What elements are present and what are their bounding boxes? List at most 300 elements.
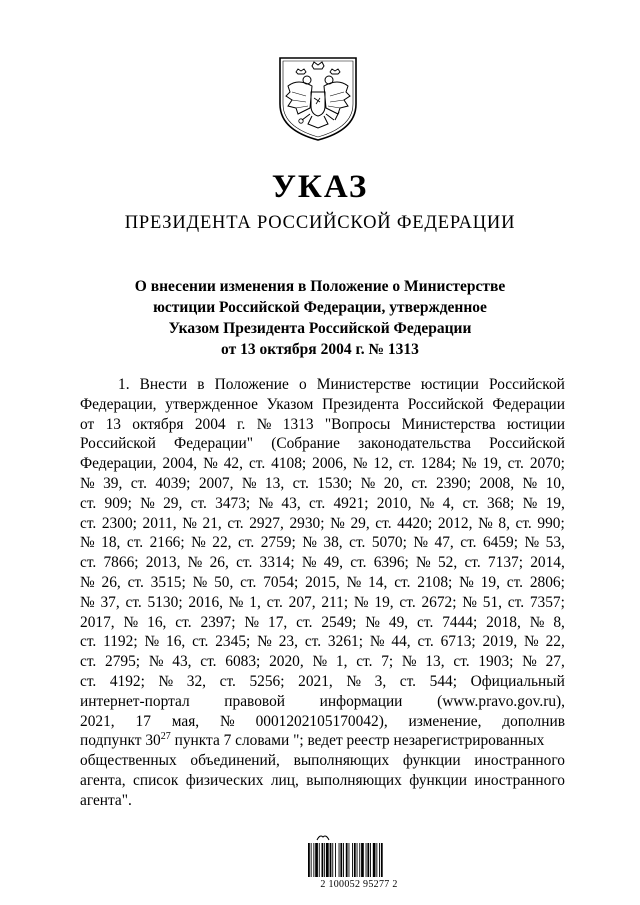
word: № [182, 514, 197, 532]
word: 7054; [263, 573, 299, 591]
word: № [522, 494, 538, 512]
word: 2018, [486, 613, 521, 631]
word: утвержденное [165, 395, 258, 413]
word: 7357; [529, 593, 565, 611]
barcode-bar [370, 843, 371, 877]
word: иностранного [474, 771, 565, 789]
word: ст. [350, 554, 367, 572]
word: 44, [391, 633, 411, 651]
word: 14, [368, 573, 388, 591]
word: 2016, [188, 593, 224, 611]
word: 207, [288, 593, 316, 611]
word: ст. [127, 573, 144, 591]
word: № [346, 573, 362, 591]
body-line [80, 434, 565, 454]
word: № [220, 712, 235, 730]
word: № [524, 633, 539, 651]
body-line [80, 514, 565, 534]
word: № [369, 633, 385, 651]
body-line [80, 474, 565, 494]
word: функции [409, 771, 467, 789]
word: № [80, 534, 95, 552]
word: 10, [545, 474, 565, 492]
word: выполняющих [306, 771, 402, 789]
word: ст. [399, 593, 416, 611]
barcode-bar [354, 843, 356, 877]
word: 1. [118, 376, 130, 393]
word: № [360, 474, 376, 492]
word: № [203, 455, 218, 473]
word: № [419, 494, 435, 512]
word: (www.pravo.gov.ru), [437, 692, 565, 710]
word: Положение [214, 376, 289, 393]
word: 2397; [200, 613, 236, 631]
word: № [244, 613, 260, 631]
word: 7444; [442, 613, 478, 631]
word: № [80, 474, 95, 492]
word: от [80, 415, 95, 433]
word: ст. [80, 672, 97, 690]
coat-of-arms-icon [272, 52, 364, 144]
heading-line: Указом Президента Российской Федерации [168, 320, 472, 337]
barcode-bar [340, 843, 342, 877]
word: 2011, [142, 514, 177, 532]
word: 2345; [215, 633, 251, 651]
word: ст. [349, 534, 366, 552]
word: ст. [506, 573, 523, 591]
word: ст. [175, 613, 192, 631]
word: 6459; [482, 534, 519, 552]
word: ст. [227, 514, 244, 532]
word: Президента [322, 395, 399, 413]
word: ст. [190, 494, 207, 512]
word: № [352, 455, 368, 473]
word: 4921; [333, 494, 369, 512]
word: 2020, [269, 653, 304, 671]
word: физических [185, 771, 264, 789]
word: ст. [248, 455, 266, 473]
word: 368; [486, 494, 515, 512]
barcode-bar [332, 843, 333, 877]
barcode-bar [313, 843, 314, 877]
word: юстиции [506, 415, 565, 433]
body-line [80, 533, 565, 553]
word: 8, [498, 514, 510, 532]
word: 1903; [478, 653, 514, 671]
word: 17, [268, 613, 288, 631]
word: ст. [80, 554, 97, 572]
word: № [401, 653, 417, 671]
word: 17 [135, 712, 151, 730]
word: Российской [489, 376, 565, 393]
word: 7; [381, 653, 394, 671]
word: выполняющих [293, 752, 390, 770]
word: октября [132, 415, 184, 433]
barcode-bar [381, 843, 383, 877]
word: 3473; [215, 494, 251, 512]
barcode-bar [366, 843, 367, 877]
word: 2930; [289, 514, 325, 532]
superscript: 27 [160, 731, 171, 743]
word: 37, [100, 593, 120, 611]
word: 2390; [436, 474, 472, 492]
word: 7866; [103, 554, 139, 572]
body-line [80, 652, 565, 672]
word: 39, [103, 474, 123, 492]
word: Федерации, [80, 395, 157, 413]
word: 21, [202, 514, 222, 532]
word: ст. [126, 534, 144, 552]
word: ст. [462, 494, 479, 512]
heading-line: О внесении изменения в Положение о Министерстве [134, 278, 506, 295]
word: № [140, 494, 155, 512]
body-line [80, 593, 565, 613]
decree-body [80, 375, 565, 811]
word: 47, [434, 534, 454, 552]
word: № [416, 554, 431, 572]
word: 13, [264, 474, 285, 492]
word: ст. [240, 573, 257, 591]
word: 2300; [101, 514, 137, 532]
barcode-bar [361, 843, 364, 877]
word: № [187, 554, 203, 572]
body-line [80, 553, 565, 573]
word: 1284; [420, 455, 456, 473]
word: ст. [236, 554, 253, 572]
barcode-bar [311, 843, 312, 877]
sup-line-after: пункта 7 словами "; ведет реестр незарегистрированных [170, 732, 545, 750]
word: 2012, [437, 514, 473, 532]
word: № [524, 534, 540, 552]
sup-line-before: подпункт 30 [80, 732, 161, 750]
word: 3314; [259, 554, 295, 572]
word: ст. [266, 593, 283, 611]
word: 1530; [317, 474, 353, 492]
word: 1, [249, 593, 261, 611]
word: 19, [545, 494, 565, 512]
word: 42, [223, 455, 243, 473]
word: ст. [507, 455, 524, 473]
word: 6083; [225, 653, 261, 671]
word: о [298, 376, 307, 393]
word: ст. [238, 534, 255, 552]
body-line [80, 494, 565, 514]
word: ст. [417, 633, 434, 651]
word: ст. [130, 474, 147, 492]
word: 18, [101, 534, 121, 552]
document-subtitle: ПРЕЗИДЕНТА РОССИЙСКОЙ ФЕДЕРАЦИИ [124, 213, 516, 233]
word: 19, [480, 573, 500, 591]
word: 4108; [271, 455, 307, 473]
word: № [522, 474, 538, 492]
barcode-bar [343, 843, 344, 877]
heading-line: от 13 октября 2004 г. № 1313 [221, 341, 419, 358]
word: общественных [80, 752, 177, 770]
word: № [459, 573, 474, 591]
word: № [158, 672, 174, 690]
word: 51, [482, 593, 503, 611]
word: № [80, 573, 95, 591]
word: 4, [442, 494, 455, 512]
word: 49, [323, 554, 344, 572]
word: 32, [186, 672, 207, 690]
word: № [256, 415, 272, 433]
word: 53, [545, 534, 565, 552]
barcode-bar [322, 843, 324, 877]
word: ст. [453, 653, 470, 671]
word: 2007, [198, 474, 234, 492]
barcode-block [304, 835, 414, 893]
word: 2008, [479, 474, 515, 492]
word: интернет-портал [80, 692, 190, 710]
word: юстиции [420, 376, 479, 393]
word: ст. [219, 672, 236, 690]
word: дополнив [502, 712, 565, 730]
word: Федерации, [80, 455, 157, 473]
word: 49, [388, 613, 409, 631]
word: ст. [399, 672, 417, 690]
word: 4039; [155, 474, 191, 492]
barcode-bar [324, 843, 325, 877]
word: 7137; [487, 554, 523, 572]
word: ст. [292, 474, 309, 492]
word: 29, [163, 494, 183, 512]
body-line [80, 613, 565, 633]
word: ст. [411, 474, 428, 492]
word: Российской [80, 435, 156, 453]
word: 22, [212, 534, 232, 552]
word: 2015, [305, 573, 340, 591]
word: № [365, 613, 380, 631]
word: ст. [80, 633, 97, 651]
word: 2004 [194, 415, 226, 433]
word: ст. [398, 455, 415, 473]
body-line [80, 672, 565, 692]
word: 43, [172, 653, 192, 671]
word: Российской [407, 395, 484, 413]
word: 544; [429, 672, 457, 690]
word: иностранного [474, 752, 565, 770]
word: лиц, [270, 771, 299, 789]
word: объединений, [190, 752, 280, 770]
word: 26, [209, 554, 229, 572]
body-line: агента". [80, 791, 132, 809]
document-title: УКАЗ [271, 169, 369, 205]
word: информации [319, 692, 403, 710]
word: ст. [304, 633, 322, 651]
word: 20, [383, 474, 403, 492]
word: 13 [105, 415, 121, 433]
barcode-bar [376, 843, 377, 877]
word: № [191, 534, 206, 552]
word: Российской [489, 435, 565, 453]
word: Официальный [470, 672, 565, 690]
word: 19, [482, 455, 502, 473]
word: ст. [375, 514, 392, 532]
word: № [529, 613, 545, 631]
word: г. [236, 415, 246, 433]
body-line [80, 454, 565, 474]
word: 2021, [298, 672, 333, 690]
word: 5256; [249, 672, 285, 690]
word: № [123, 613, 139, 631]
word: ст. [80, 494, 97, 512]
word: 6713; [440, 633, 476, 651]
word: 1192; [103, 633, 138, 651]
word: 3, [374, 672, 387, 690]
word: ст. [417, 613, 434, 631]
word: № [241, 474, 257, 492]
word: в [197, 376, 205, 393]
word: 16, [147, 613, 167, 631]
barcode-bar [367, 843, 369, 877]
word: Указом [266, 395, 314, 413]
word: № [192, 573, 208, 591]
word: № [462, 593, 477, 611]
barcode-bar [346, 843, 348, 877]
word: ст. [296, 613, 313, 631]
body-line [80, 692, 565, 712]
word: правовой [224, 692, 285, 710]
word: 26, [101, 573, 121, 591]
word: № [353, 593, 369, 611]
word: ст. [356, 653, 373, 671]
word: № [330, 514, 345, 532]
body-line [80, 395, 565, 415]
word: № [144, 633, 160, 651]
word: законодательства [358, 435, 471, 453]
body-line [80, 632, 565, 652]
word: 1313 [282, 415, 314, 433]
barcode-bar [330, 843, 332, 877]
word: ст. [125, 593, 142, 611]
word: ст. [308, 494, 326, 512]
word: 2166; [149, 534, 185, 552]
word: агента, [80, 771, 126, 789]
word: 38, [323, 534, 343, 552]
body-line [80, 751, 565, 771]
word: изменение, [408, 712, 482, 730]
word: 29, [350, 514, 370, 532]
word: 4192; [109, 672, 145, 690]
barcode-bar [352, 843, 353, 877]
word: функции [402, 752, 461, 770]
word: 0001202105170042), [255, 712, 388, 730]
word: Федерации" [174, 435, 254, 453]
word: 2014, [530, 554, 565, 572]
word: Министерстве [316, 376, 411, 393]
body-line [80, 771, 565, 791]
word: (Собрание [271, 435, 340, 453]
word: 4420; [397, 514, 433, 532]
word: 13, [425, 653, 445, 671]
word: 990; [537, 514, 565, 532]
word: 50, [214, 573, 234, 591]
word: № [257, 633, 272, 651]
word: 5130; [147, 593, 183, 611]
word: № [312, 653, 328, 671]
word: ст. [507, 593, 525, 611]
word: 2013, [145, 554, 181, 572]
barcode-bar [359, 843, 360, 877]
word: ст. [200, 653, 217, 671]
body-line [80, 375, 565, 395]
word: ст. [394, 573, 411, 591]
word: Федерации [492, 395, 565, 413]
word: 22, [545, 633, 565, 651]
word: 27, [545, 653, 565, 671]
barcode-bar [315, 843, 318, 877]
word: 2795; [105, 653, 141, 671]
barcode-bar [308, 843, 310, 877]
word: № [80, 593, 95, 611]
word: список [133, 771, 179, 789]
word: 2927, [249, 514, 284, 532]
body-line-with-superscript [80, 731, 565, 751]
word: 2019, [482, 633, 518, 651]
registration-mark-icon [316, 833, 330, 841]
body-line [80, 712, 565, 732]
barcode-bar [379, 843, 380, 877]
word: 19, [374, 593, 394, 611]
barcode-bar [373, 843, 376, 877]
barcode-bar [335, 843, 336, 877]
barcode-bar [339, 843, 340, 877]
word: 2004, [162, 455, 198, 473]
word: № [301, 554, 317, 572]
word: 2010, [376, 494, 412, 512]
word: 6396; [373, 554, 409, 572]
word: № [228, 593, 244, 611]
word: 2759; [260, 534, 296, 552]
word: 2672; [421, 593, 457, 611]
word: 12, [373, 455, 393, 473]
word: 3515; [150, 573, 186, 591]
barcode-bar [319, 843, 320, 877]
word: 2108; [417, 573, 453, 591]
word: № [461, 455, 477, 473]
word: ст. [192, 633, 209, 651]
word: "Вопросы [324, 415, 391, 433]
word: 2806; [529, 573, 565, 591]
word: ст. [464, 554, 481, 572]
word: № [413, 534, 429, 552]
barcode-number: 2 100052 95277 2 [320, 879, 398, 890]
word: № [346, 672, 362, 690]
word: № [522, 653, 537, 671]
word: 2017, [80, 613, 115, 631]
word: ст. [80, 653, 97, 671]
word: 8, [553, 613, 565, 631]
word: 16, [166, 633, 186, 651]
word: ст. [80, 514, 97, 532]
word: № [148, 653, 164, 671]
word: 52, [437, 554, 458, 572]
word: 211; [321, 593, 349, 611]
word: Внести [139, 376, 188, 393]
barcode-bar [357, 843, 358, 877]
word: 2006, [312, 455, 347, 473]
word: № [302, 534, 317, 552]
word: 3261; [327, 633, 363, 651]
word: ст. [460, 534, 477, 552]
body-line [80, 415, 565, 435]
heading-line: юстиции Российской Федерации, утвержденное [153, 299, 487, 316]
word: 23, [278, 633, 298, 651]
word: № [258, 494, 274, 512]
barcode-bar [349, 843, 350, 877]
word: мая, [171, 712, 200, 730]
